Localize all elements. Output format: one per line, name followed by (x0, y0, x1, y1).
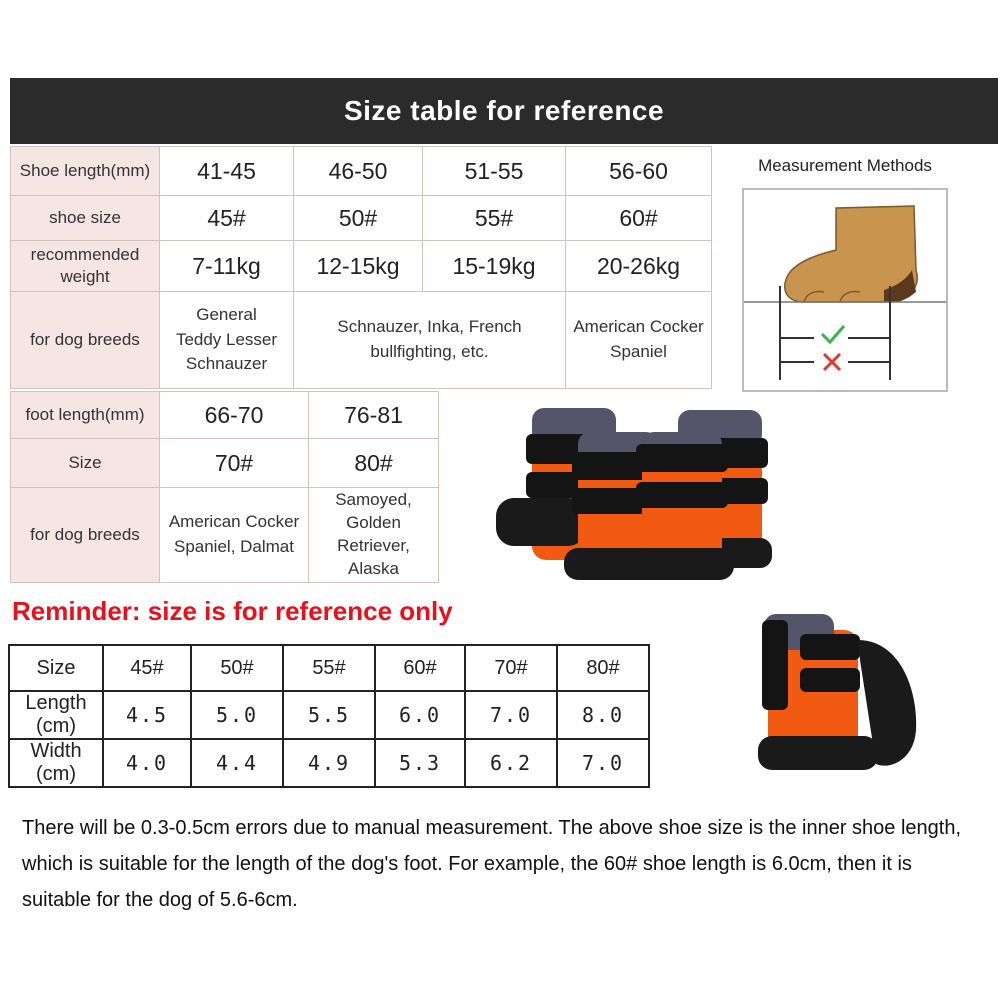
measurement-diagram (742, 188, 948, 392)
weight-cell: 20-26kg (565, 240, 712, 292)
measurement-title: Measurement Methods (758, 156, 932, 175)
shoe-length-cell: 41-45 (159, 146, 294, 196)
row-label-breeds-2: for dog breeds (10, 487, 160, 583)
breed-cell: American Cocker Spaniel, Dalmat (159, 487, 309, 583)
length-value: 5.0 (215, 702, 259, 727)
table2-width-label: Width (cm) (8, 738, 104, 788)
table2-header: 45# (102, 644, 192, 692)
table2-header: 80# (556, 644, 650, 692)
table2-header: 55# (282, 644, 376, 692)
cross-icon (824, 354, 840, 370)
shoe-size-cell: 45# (159, 195, 294, 241)
page-title-banner (10, 78, 998, 144)
length-value: 6.0 (398, 702, 442, 727)
paw-measurement-illustration (744, 190, 946, 390)
dog-boots-photo (492, 398, 792, 588)
weight-cell: 12-15kg (293, 240, 423, 292)
width-value: 4.0 (125, 750, 169, 775)
shoe-size-cell: 60# (565, 195, 712, 241)
single-boot-photo (740, 600, 940, 780)
width-value: 4.9 (307, 750, 351, 775)
size-cell: 80# (308, 438, 439, 488)
shoe-length-cell: 56-60 (565, 146, 712, 196)
table2-length-label: Length (cm) (8, 690, 104, 740)
width-value: 7.0 (581, 750, 625, 775)
measurement-note: There will be 0.3-0.5cm errors due to manual measurement. The above shoe size is the inner shoe length, which is suitable for the length of the dog's foot. For example, the 60# shoe length is 6.0cm, then it is suitable for the dog of 5.6-6cm. (22, 817, 962, 911)
length-value: 4.5 (125, 702, 169, 727)
table2-header: 70# (464, 644, 558, 692)
breed-cell: American Cocker Spaniel (565, 291, 712, 389)
size-cell: 70# (159, 438, 309, 488)
length-value: 5.5 (307, 702, 351, 727)
length-value: 7.0 (489, 702, 533, 727)
length-value: 8.0 (581, 702, 625, 727)
width-value: 6.2 (489, 750, 533, 775)
breed-cell: Schnauzer, Inka, French bullfighting, etc. (293, 291, 566, 389)
breed-cell: General Teddy Lesser Schnauzer (159, 291, 294, 389)
row-label-shoe-size: shoe size (10, 195, 160, 241)
row-label-breeds: for dog breeds (10, 291, 160, 389)
row-label-weight: recommended weight (10, 240, 160, 292)
page-title: Size table for reference (343, 95, 665, 126)
shoe-length-cell: 51-55 (422, 146, 566, 196)
boot-shape-side (758, 614, 916, 770)
check-icon (822, 326, 844, 342)
table2-header: 60# (374, 644, 466, 692)
boot-shape-front-right (630, 432, 734, 580)
foot-length-cell: 66-70 (159, 391, 309, 439)
row-label-foot-length: foot length(mm) (10, 391, 160, 439)
table2-header: Size (8, 644, 104, 692)
table2-header: 50# (190, 644, 284, 692)
shoe-length-cell: 46-50 (293, 146, 423, 196)
weight-cell: 15-19kg (422, 240, 566, 292)
row-label-size: Size (10, 438, 160, 488)
foot-length-cell: 76-81 (308, 391, 439, 439)
width-value: 5.3 (398, 750, 442, 775)
breed-cell: Samoyed, Golden Retriever, Alaska (308, 487, 439, 583)
shoe-size-cell: 55# (422, 195, 566, 241)
shoe-size-cell: 50# (293, 195, 423, 241)
reminder-text: Reminder: size is for reference only (12, 596, 453, 626)
width-value: 4.4 (215, 750, 259, 775)
row-label-shoe-length: Shoe length(mm) (10, 146, 160, 196)
weight-cell: 7-11kg (159, 240, 294, 292)
